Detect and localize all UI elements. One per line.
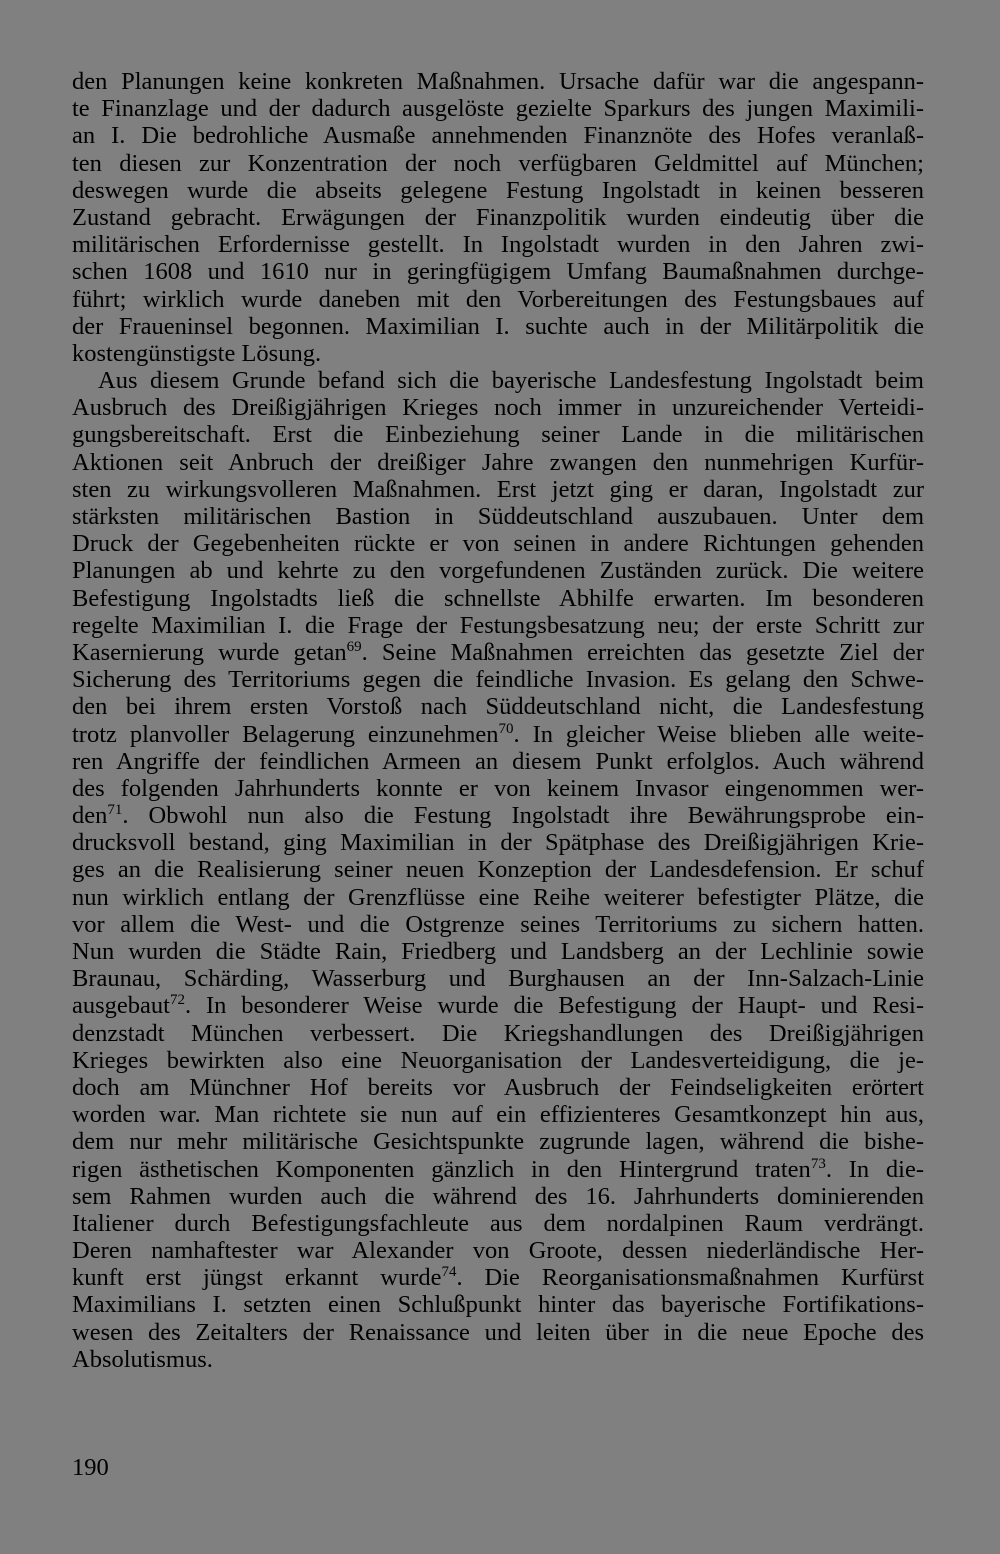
line-text: des folgenden Jahrhunderts konnte er von keinem Invasor eingenommen wer- [72,774,924,802]
text-line [72,68,924,95]
text-line [72,612,924,639]
line-text: regelte Maximilian I. die Frage der Festungsbesatzung neu; der erste Schritt zur [72,611,924,639]
line-text: ren Angriffe der feindlichen Armeen an diesem Punkt erfolglos. Auch während [72,747,924,775]
line-text: ten diesen zur Konzentration der noch verfügbaren Geldmittel auf München; [72,149,924,177]
line-text: führt; wirklich wurde daneben mit den Vorbereitungen des Festungsbaues auf [72,285,924,313]
line-text: Planungen ab und kehrte zu den vorgefundenen Zuständen zurück. Die weitere [72,557,924,585]
line-text: kostengünstigste Lösung. [72,339,322,367]
footnote-marker: 74 [441,1264,457,1281]
line-text: nun wirklich entlang der Grenzflüsse eine Reihe weiterer befestigter Plätze, die [72,883,924,911]
text-line [72,829,924,856]
text-line [72,1156,924,1183]
text-line [72,693,924,720]
line-text: Italiener durch Befestigungsfachleute aus dem nordalpinen Raum verdrängt. [72,1209,924,1237]
text-line [72,1020,924,1047]
line-text: wesen des Zeitalters der Renaissance und leiten über in die neue Epoche des [72,1318,924,1346]
footnote-marker: 72 [169,992,185,1009]
line-text-continued: . Die Reorganisationsmaßnahmen Kurfürst [456,1264,924,1292]
footnote-marker: 70 [498,720,514,737]
text-line [72,856,924,883]
text-line [72,1074,924,1101]
text-line [72,1346,924,1373]
text-line [72,639,924,666]
text-line [72,503,924,530]
text-line [72,938,924,965]
text-line [72,449,924,476]
line-text-continued: . Obwohl nun also die Festung Ingolstadt ihre Bewährungsprobe ein- [122,802,924,830]
line-text: sem Rahmen wurden auch die während des 16. Jahrhunderts dominierenden [72,1182,924,1210]
text-line [72,721,924,748]
text-line [72,95,924,122]
page-number: 190 [72,1454,109,1481]
line-text: Zustand gebracht. Erwägungen der Finanzpolitik wurden eindeutig über die [72,203,924,231]
text-line [72,421,924,448]
line-text: Kasernierung wurde getan [72,638,347,666]
line-text: Deren namhaftester war Alexander von Groote, dessen niederländische Her- [72,1237,924,1265]
line-text-continued: . In die- [825,1155,924,1183]
text-line [72,286,924,313]
text-line [72,1101,924,1128]
text-line [72,965,924,992]
text-line [72,204,924,231]
line-text: doch am Münchner Hof bereits vor Ausbruch der Feindseligkeiten erörtert [72,1073,924,1101]
text-line [72,557,924,584]
line-text: den bei ihrem ersten Vorstoß nach Süddeutschland nicht, die Landesfestung [72,693,924,721]
line-text: Aus diesem Grunde befand sich die bayerische Landesfestung Ingolstadt beim [98,367,924,395]
text-line [72,340,924,367]
line-text-continued: . In gleicher Weise blieben alle weite- [513,720,924,748]
line-text: Aktionen seit Anbruch der dreißiger Jahre zwangen den nunmehrigen Kurfür- [72,448,924,476]
text-line [72,313,924,340]
text-line [72,911,924,938]
text-line [72,150,924,177]
text-line [72,884,924,911]
text-line [72,748,924,775]
text-line [72,1291,924,1318]
line-text: rigen ästhetischen Komponenten gänzlich in den Hintergrund traten [72,1155,811,1183]
line-text: Braunau, Schärding, Wasserburg und Burghausen an der Inn-Salzach-Linie [72,965,924,993]
line-text: den [72,802,108,830]
text-line [72,585,924,612]
text-line [72,394,924,421]
text-line [72,177,924,204]
line-text: Absolutismus. [72,1345,213,1373]
line-text: te Finanzlage und der dadurch ausgelöste gezielte Sparkurs des jungen Maximili- [72,95,924,123]
line-text: sten zu wirkungsvolleren Maßnahmen. Erst jetzt ging er daran, Ingolstadt zur [72,475,924,503]
line-text: den Planungen keine konkreten Maßnahmen. Ursache dafür war die angespann- [72,68,924,95]
body-text [72,68,924,1373]
text-line [72,1319,924,1346]
text-line [72,530,924,557]
line-text: kunft erst jüngst erkannt wurde [72,1264,442,1292]
text-line [72,775,924,802]
line-text-continued: . Seine Maßnahmen erreichten das gesetzte Ziel der [361,638,924,666]
line-text: Sicherung des Territoriums gegen die feindliche Invasion. Es gelang den Schwe- [72,666,924,694]
line-text: worden war. Man richtete sie nun auf ein effizienteres Gesamtkonzept hin aus, [72,1101,924,1129]
line-text: drucksvoll bestand, ging Maximilian in der Spätphase des Dreißigjährigen Krie- [72,829,924,857]
text-line [72,1047,924,1074]
text-line [72,992,924,1019]
text-line [72,1210,924,1237]
text-line [72,1128,924,1155]
line-text: schen 1608 und 1610 nur in geringfügigem Umfang Baumaßnahmen durchge- [72,258,924,286]
line-text: Maximilians I. setzten einen Schlußpunkt hinter das bayerische Fortifikations- [72,1291,924,1319]
line-text: ges an die Realisierung seiner neuen Konzeption der Landesdefension. Er schuf [72,856,924,884]
line-text: Krieges bewirkten also eine Neuorganisation der Landesverteidigung, die je- [72,1046,924,1074]
line-text: der Fraueninsel begonnen. Maximilian I. suchte auch in der Militärpolitik die [72,312,924,340]
footnote-marker: 71 [107,801,123,818]
line-text: militärischen Erfordernisse gestellt. In Ingolstadt wurden in den Jahren zwi- [72,231,924,259]
text-line [72,666,924,693]
line-text: an I. Die bedrohliche Ausmaße annehmenden Finanznöte des Hofes veranlaß- [72,122,924,150]
line-text: denzstadt München verbessert. Die Kriegshandlungen des Dreißigjährigen [72,1019,924,1047]
line-text: Druck der Gegebenheiten rückte er von seinen in andere Richtungen gehenden [72,530,924,558]
line-text: Befestigung Ingolstadts ließ die schnellste Abhilfe erwarten. Im besonderen [72,584,924,612]
line-text: Ausbruch des Dreißigjährigen Krieges noch immer in unzureichender Verteidi- [72,394,924,422]
text-line [72,122,924,149]
footnote-marker: 73 [810,1155,826,1172]
line-text: ausgebaut [72,992,170,1020]
text-line [72,1264,924,1291]
text-line [72,1183,924,1210]
line-text: gungsbereitschaft. Erst die Einbeziehung seiner Lande in die militärischen [72,421,924,449]
line-text: dem nur mehr militärische Gesichtspunkte zugrunde lagen, während die bishe- [72,1128,924,1156]
text-line [72,258,924,285]
line-text: deswegen wurde die abseits gelegene Festung Ingolstadt in keinen besseren [72,176,924,204]
text-line [72,231,924,258]
line-text-continued: . In besonderer Weise wurde die Befestigung der Haupt- und Resi- [184,992,924,1020]
text-line [72,1237,924,1264]
text-line [72,367,924,394]
line-text: stärksten militärischen Bastion in Süddeutschland auszubauen. Unter dem [72,503,924,530]
text-line [72,476,924,503]
line-text: Nun wurden die Städte Rain, Friedberg und Landsberg an der Lechlinie sowie [72,938,924,965]
footnote-marker: 69 [346,638,362,655]
line-text: trotz planvoller Belagerung einzunehmen [72,720,499,748]
text-line [72,802,924,829]
line-text: vor allem die West- und die Ostgrenze seines Territoriums zu sichern hatten. [72,910,924,938]
